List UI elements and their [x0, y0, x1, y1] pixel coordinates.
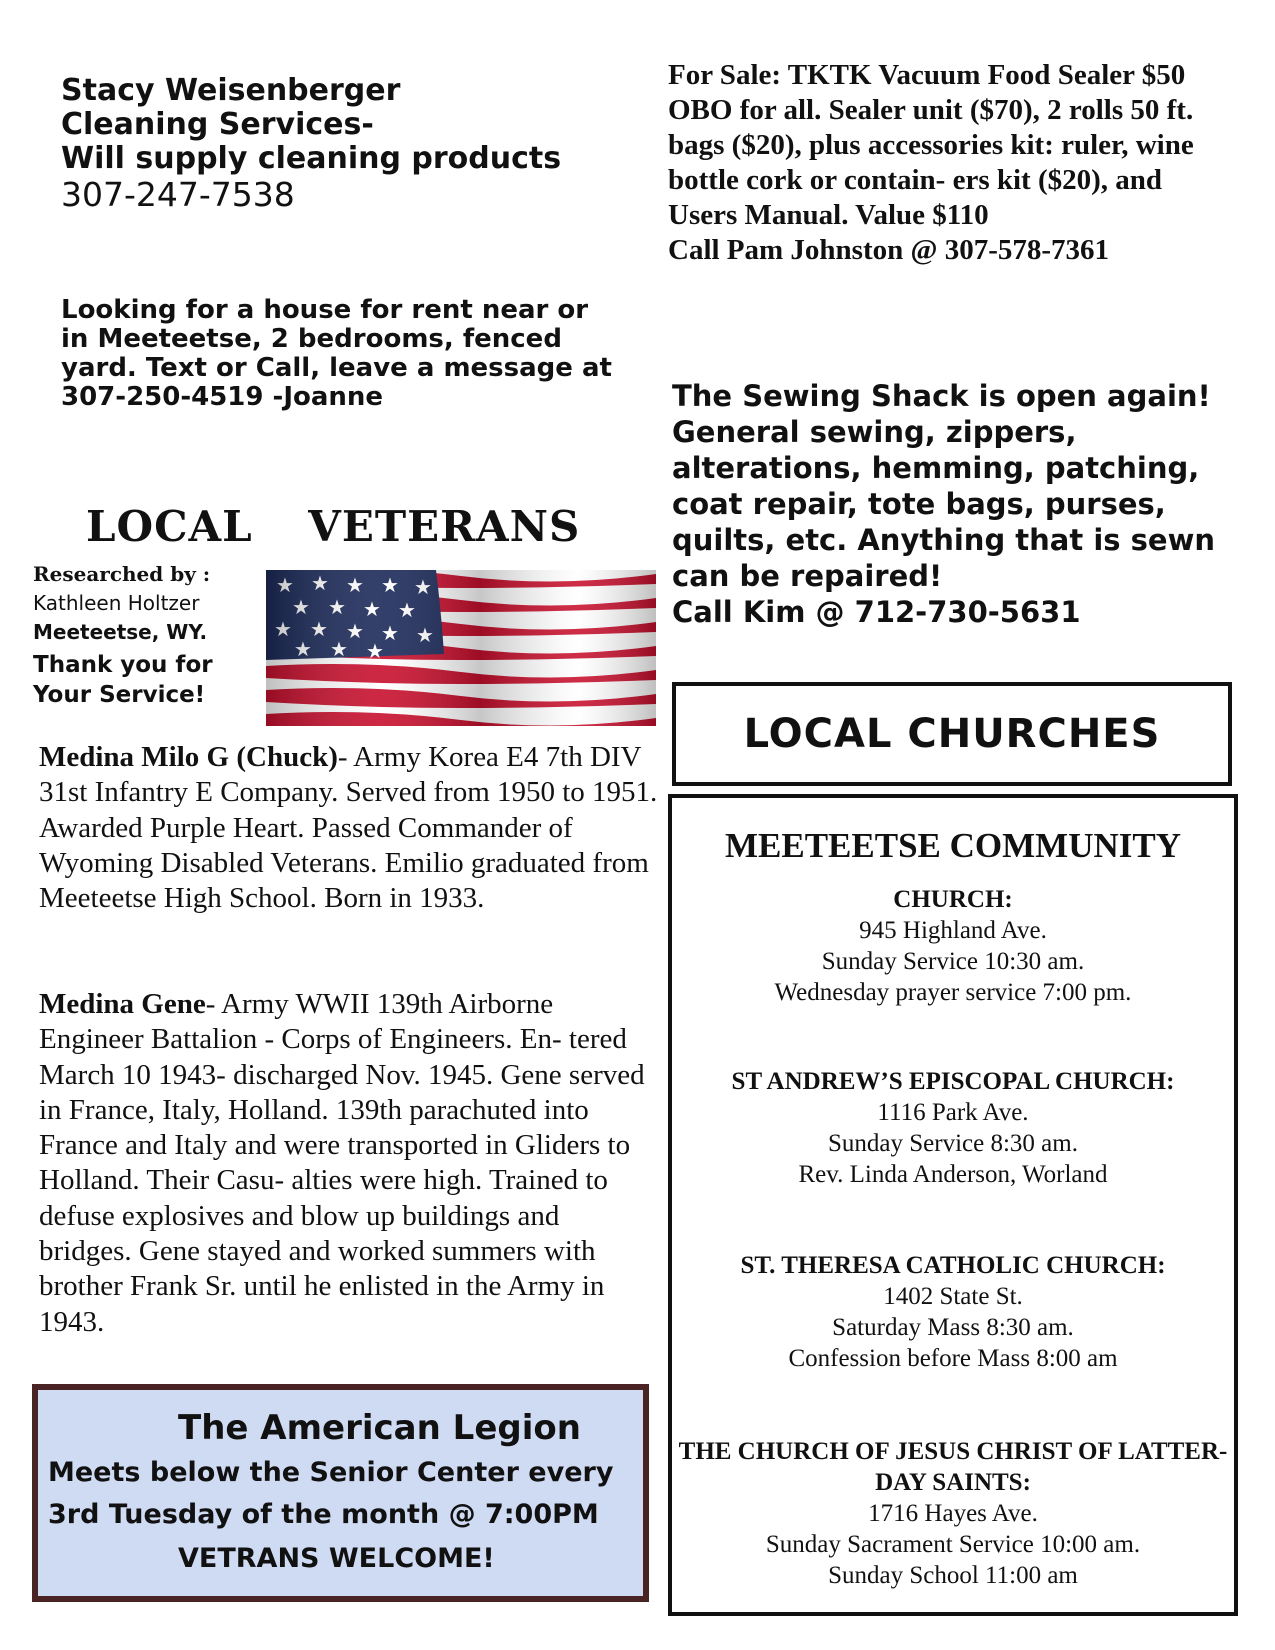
church-address: 1402 State St. — [883, 1283, 1023, 1310]
veteran-bio: - Army WWII 139th Airborne Engineer Battalion - Corps of Engineers. En- tered March 10 1943- discharged Nov. 1945. Gene served in France, Italy, Holland. 139th parachuted into France and Italy and were transported in Gliders to Holland. Their Casu- alties were high. Trained to defuse explosives and blow up buildings and bridges. Gene stayed and worked summers with brother Frank Sr. until he enlisted in the Army in 1943. — [39, 988, 645, 1338]
church-name: ST. THERESA CATHOLIC CHURCH: — [740, 1252, 1166, 1279]
for-sale-ad-text: For Sale: TKTK Vacuum Food Sealer $50 OBO for all. Sealer unit ($70), 2 rolls 50 ft. bags ($20), plus accessories kit: ruler, wine bottle cork or contain- ers kit ($20), and Users Manual. Value $110 — [668, 59, 1194, 231]
church-address: 1716 Hayes Ave. — [868, 1500, 1038, 1527]
thank-you-note: Thank you for Your Service! — [33, 652, 213, 708]
church-service: Saturday Mass 8:30 am. — [832, 1314, 1074, 1341]
veteran-bio: - Army Korea E4 7th DIV 31st Infantry E Company. Served from 1950 to 1951. Awarded Purple Heart. Passed Commander of Wyoming Disabled Veterans. Emilio graduated from Meeteetse High School. Born in 1933. — [39, 741, 658, 915]
community-heading: MEETEETSE COMMUNITY — [724, 826, 1182, 865]
veterans-credit — [33, 560, 263, 710]
researched-by-label: Researched by : — [33, 562, 211, 586]
church-listing — [672, 1066, 1234, 1190]
church-service: Confession before Mass 8:00 am — [788, 1345, 1118, 1372]
cleaning-ad-line2: Cleaning Services- — [61, 107, 374, 142]
church-address: 1116 Park Ave. — [877, 1099, 1029, 1126]
rental-ad-text: Looking for a house for rent near or in Meeteetse, 2 bedrooms, fenced yard. Text or Call, leave a message at 307-250-4519 -Joanne — [61, 295, 612, 412]
church-listing — [672, 1436, 1234, 1591]
veteran-name: Medina Milo G (Chuck) — [39, 741, 338, 773]
church-listing — [672, 884, 1234, 1008]
legion-line-1: Meets below the Senior Center every — [48, 1457, 614, 1488]
church-address: 945 Highland Ave. — [859, 917, 1047, 944]
local-veterans-title: LOCAL VETERANS — [86, 502, 581, 551]
sewing-ad-text: The Sewing Shack is open again! General sewing, zippers, alterations, hemming, patching, coat repair, tote bags, purses, quilts, etc. Anything that is sewn can be repaired! — [672, 379, 1215, 593]
cleaning-services-ad — [61, 74, 601, 214]
legion-line-2: 3rd Tuesday of the month @ 7:00PM — [48, 1499, 599, 1530]
church-service: Sunday Service 10:30 am. — [821, 948, 1085, 975]
for-sale-ad-contact: Call Pam Johnston @ 307-578-7361 — [668, 234, 1110, 266]
cleaning-ad-line3: Will supply cleaning products — [61, 141, 562, 176]
church-service: Sunday Service 8:30 am. — [828, 1130, 1078, 1157]
church-pastor: Rev. Linda Anderson, Worland — [798, 1161, 1108, 1188]
sewing-shack-ad — [672, 378, 1242, 630]
researcher-location: Meeteetse, WY. — [33, 620, 208, 644]
for-sale-ad — [668, 58, 1228, 268]
church-name: ST ANDREW’S EPISCOPAL CHURCH: — [731, 1068, 1175, 1095]
local-churches-header: LOCAL CHURCHES — [672, 682, 1232, 786]
church-service: Wednesday prayer service 7:00 pm. — [774, 979, 1132, 1006]
church-service: Sunday School 11:00 am — [828, 1562, 1078, 1589]
veteran-name: Medina Gene — [39, 988, 206, 1020]
church-service: Sunday Sacrament Service 10:00 am. — [765, 1531, 1141, 1558]
churches-listing-box — [668, 794, 1238, 1616]
sewing-ad-contact: Call Kim @ 712-730-5631 — [672, 595, 1081, 629]
cleaning-ad-line1: Stacy Weisenberger — [61, 73, 401, 108]
church-listing — [672, 1250, 1234, 1374]
rental-wanted-ad — [61, 296, 621, 412]
legion-title: The American Legion — [178, 1408, 581, 1448]
church-name: THE CHURCH OF JESUS CHRIST OF LATTER-DAY SAINTS: — [678, 1438, 1228, 1496]
veteran-entry — [39, 987, 659, 1340]
american-flag-icon — [266, 570, 656, 726]
church-name: CHURCH: — [893, 886, 1013, 913]
legion-welcome: VETRANS WELCOME! — [178, 1543, 495, 1574]
cleaning-ad-phone: 307-247-7538 — [61, 175, 295, 214]
american-legion-box — [32, 1384, 649, 1602]
veteran-entry — [39, 740, 659, 916]
researcher-name: Kathleen Holtzer — [33, 591, 200, 615]
